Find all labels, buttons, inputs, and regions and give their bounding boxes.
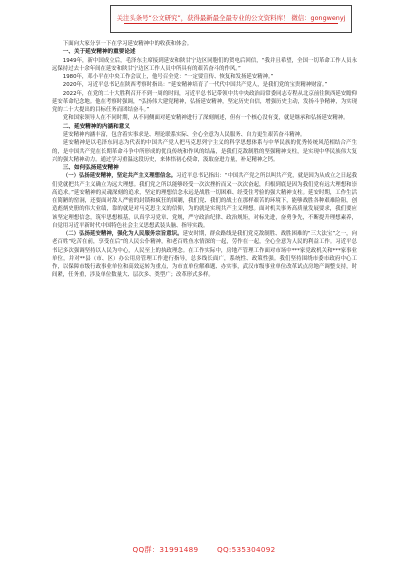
section-3-item-1 [52, 172, 357, 230]
section-1-paragraph-4: 2022年，在党的二十大胜利召开不到一周的时间，习近平总书记带领中共中央政治局常委同志专程从北京前往陕西延安瞻仰延安革命纪念地。他在考察时强调，“弘扬伟大建党精神，弘扬延安精神，坚定历史自信，增强历史主动，发扬斗争精神，为实现党的二十大提出的目标任务而团结奋斗。” [52, 90, 357, 114]
footer-qq-group: QQ群：31991489 [132, 545, 199, 554]
section-3-item-1-lead: （一）弘扬延安精神，坚定共产主义理想信念。 [62, 173, 177, 180]
section-1-paragraph-1: 1949年，新中国成立后，毛泽东主席接到延安和陕甘宁边区同胞们的贺电后回信，“我并且希望，全国一切革命工作人员永远保持过去十余年间在延安和陕甘宁边区工作人员中所具有的艰苦奋斗的作风。” [52, 57, 357, 72]
intro-paragraph: 下面向大家分享一下在学习延安精神中的收获和体会。 [62, 41, 193, 47]
document-body [52, 40, 357, 280]
section-3-heading: 三、如何弘扬延安精神 [62, 165, 119, 172]
section-1-paragraph-3: 2020年，习近平总书记在陕西考察时指出：“延安精神培育了一代代中国共产党人，是我们党的宝贵精神财富。” [62, 82, 328, 89]
banner-text: 关注头条号“公文研究”，获得最新最全最专业的公文资料库！ 微信：gongwenyj [116, 14, 346, 22]
section-3-item-2-text: 延安时期，群众路线是我们党克敌制胜、战胜困难的“三大法宝”之一，向老百姓“吃苦在前，享受在后”的人民公仆精神，和老百姓鱼水情深的一起，劳作在一起，全心全意为人民的利益工作。习近平总书记多次强调坚持以人民为中心，人民至上的执政理念。在工作实际中，房地产管理工作面对市场中***家党政机关和***家事业单位，并对**县（市、区）办公用房管理工作进行指导，总多线长面广，系统性、政策性强。我们坚持围绕市委市政府中心工作，以保障市级行政事业单位和高效运转为重点，为市直单位解难题、办实事，武汉市级事业单位改革试点房地产调整支持，时间紧，任务重，涉及单位数量大、层次多、类型广；改革形式多样。 [52, 231, 357, 279]
page-footer [0, 545, 408, 555]
section-3-item-2-lead: （二）弘扬延安精神，强化为人民服务宗旨意识。 [62, 231, 183, 238]
top-banner [110, 5, 352, 33]
section-1-paragraph-5: 党和国家领导人在不同时期，从不同侧面对延安精神进行了深刻阐述，但有一个核心没有变，就是继承和弘扬延安精神。 [62, 115, 349, 122]
section-2-paragraph-2: 延安精神是以毛泽东同志为代表的中国共产党人把马克思列宁主义的科学思想体系与中华民族的优秀传统风范相结合产生的，是中国共产党在长期革命斗争中所形成的优良传统和作风的结晶，是我们克敌制胜的坚强精神支柱，是实现中华民族伟大复兴的强大精神动力。通过学习重温这段历史，来体悟初心使命，汲取奋进力量，补足精神之钙。 [52, 140, 357, 163]
section-1-heading: 一、关于延安精神的重要论述 [62, 49, 136, 56]
section-3-item-2 [52, 230, 357, 280]
section-2-heading: 二、延安精神的内涵和意义 [62, 123, 130, 130]
section-1-paragraph-2: 1980年，邓小平在中央工作会议上，他号召全党：“一定要宣传、恢复和发扬延安精神。” [62, 74, 274, 81]
section-2-paragraph-1: 延安精神内涵丰富，包含着实事求是、理论联系实际、全心全意为人民服务、自力更生艰苦奋斗精神。 [62, 132, 306, 139]
banner-underline [124, 23, 338, 24]
section-3-item-1-text: 习近平总书记指出：“中国共产党之所以叫共产党，就是因为从成立之日起我们党就把共产主义确立为远大理想。我们党之所以能够经受一次次挫折而又一次次奋起，归根到底是因为我们党有远大理想和崇高追求。”延安精神的灵魂深刻的追求，坚定的理想信念永远是战胜一切困难、经受住考验的强大精神支柱。延安时期，工作生活在简陋的窑洞，还要面对敌人严密的封锁和疯狂的围剿，我们党、我们的战士在那样艰苦的环境下，能够战胜各种艰难险阻，创造彪炳史册的伟大业绩，靠的就是对马克思主义的信仰，为的就是实现共产主义理想。面对机关事务高质量发展要求，我们要应该坚定理想信念，筑牢思想根基，认真学习党章、党规，严守政治纪律、政治规矩，对标先进，奋勇争先，不断提升理想素养，自觉用习近平新时代中国特色社会主义思想武装头脑、指导实践。 [52, 173, 357, 229]
footer-qq-contact: QQ:535304092 [216, 545, 276, 554]
